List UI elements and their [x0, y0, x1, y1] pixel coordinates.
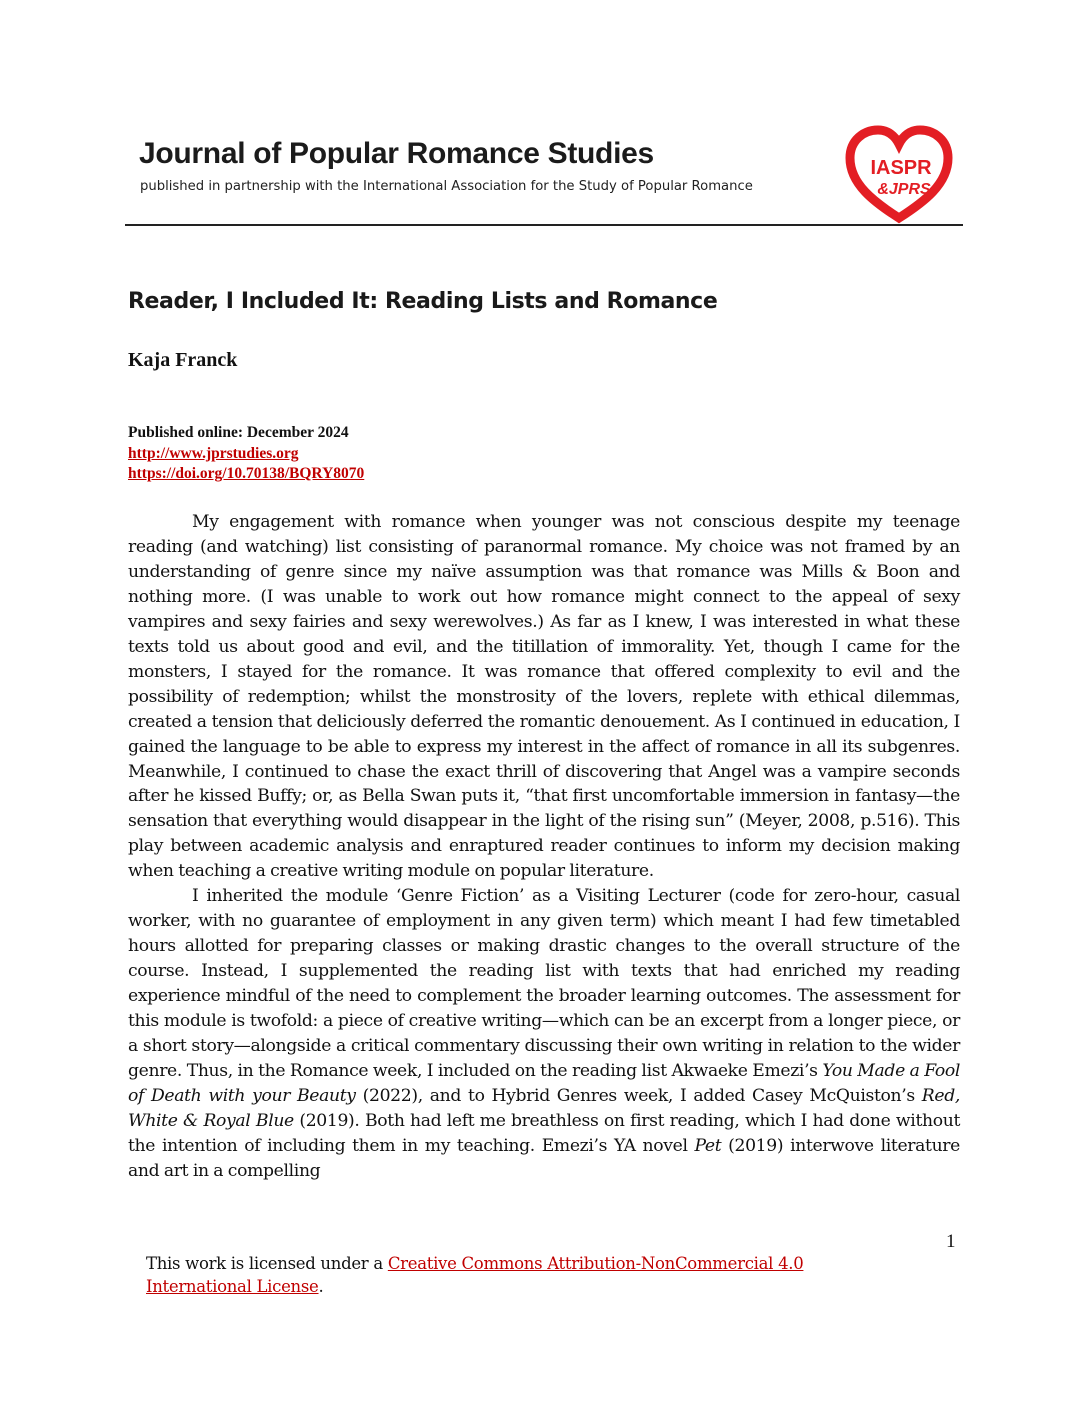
- paragraph-2-part-a: I inherited the module ‘Genre Fiction’ as a Visiting Lecturer (code for zero-hour, casual worker, with no guarantee of employment in any given term) which meant I had few timetabled hours allotted for preparing classes or making drastic changes to the overall structure of the course. Instead, I supplemented the reading list with texts that had enriched my reading experience mindful of the need to complement the broader learning outcomes. The assessment for this module is twofold: a piece of creative writing—which can be an excerpt from a longer piece, or a short story—alongside a critical commentary discussing their own writing in relation to the wider genre. Thus, in the Romance week, I included on the reading list Akwaeke Emezi’s: [128, 886, 960, 1081]
- doi-link[interactable]: https://doi.org/10.70138/BQRY8070: [128, 465, 365, 482]
- journal-subtitle: published in partnership with the International Association for the Study of Popular Romance: [140, 179, 753, 194]
- book-title-you-made-a-fool: You Made a Fool of Death with your Beauty: [128, 1060, 960, 1106]
- paragraph-2-part-b: (2022), and to Hybrid Genres week, I added Casey McQuiston’s: [355, 1085, 922, 1106]
- article-title: Reader, I Included It: Reading Lists and Romance: [128, 289, 718, 314]
- article-body: [128, 510, 960, 1184]
- license-suffix: .: [318, 1277, 324, 1296]
- license-notice: [146, 1252, 866, 1298]
- journal-title: Journal of Popular Romance Studies: [139, 137, 654, 170]
- journal-url-link[interactable]: http://www.jprstudies.org: [128, 445, 299, 462]
- paragraph-2: [128, 884, 960, 1183]
- logo-line2: &JPRS: [877, 181, 931, 198]
- paragraph-1: My engagement with romance when younger was not conscious despite my teenage reading (and watching) list consisting of paranormal romance. My choice was not framed by an understanding of genre since my naïve assumption was that romance was Mills & Boon and nothing more. (I was unable to work out how romance might connect to the appeal of sexy vampires and sexy fairies and sexy werewolves.) As far as I knew, I was interested in what these texts told us about good and evil, and the titillation of immorality. Yet, though I came for the monsters, I stayed for the romance. It was romance that offered complexity to evil and the possibility of redemption; whilst the monstrosity of the lovers, replete with ethical dilemmas, created a tension that deliciously deferred the romantic denouement. As I continued in education, I gained the language to be able to express my interest in the affect of romance in all its subgenres. Meanwhile, I continued to chase the exact thrill of discovering that Angel was a vampire seconds after he kissed Buffy; or, as Bella Swan puts it, “that first uncomfortable immersion in fantasy—the sensation that everything would disappear in the light of the rising sun” (Meyer, 2008, p.516). This play between academic analysis and enraptured reader continues to inform my decision making when teaching a creative writing module on popular literature.: [128, 512, 960, 882]
- page-number: 1: [946, 1231, 956, 1252]
- header-divider: [125, 224, 963, 226]
- paragraph-2-part-d: (2019) interwove literature and art in a compelling: [128, 1135, 960, 1181]
- paragraph-2-part-c: (2019). Both had left me breathless on first reading, which I had done without the intention of including them in my teaching. Emezi’s YA novel: [128, 1110, 960, 1156]
- published-date: Published online: December 2024: [128, 424, 349, 441]
- iaspr-logo: [844, 124, 954, 224]
- author-name: Kaja Franck: [128, 349, 238, 371]
- license-link[interactable]: Creative Commons Attribution-NonCommercial 4.0 International License: [146, 1254, 804, 1296]
- book-title-red-white-royal-blue: Red, White & Royal Blue: [128, 1085, 960, 1131]
- license-prefix: This work is licensed under a: [146, 1254, 388, 1273]
- book-title-pet: Pet: [694, 1135, 722, 1156]
- logo-line1: IASPR: [870, 157, 932, 179]
